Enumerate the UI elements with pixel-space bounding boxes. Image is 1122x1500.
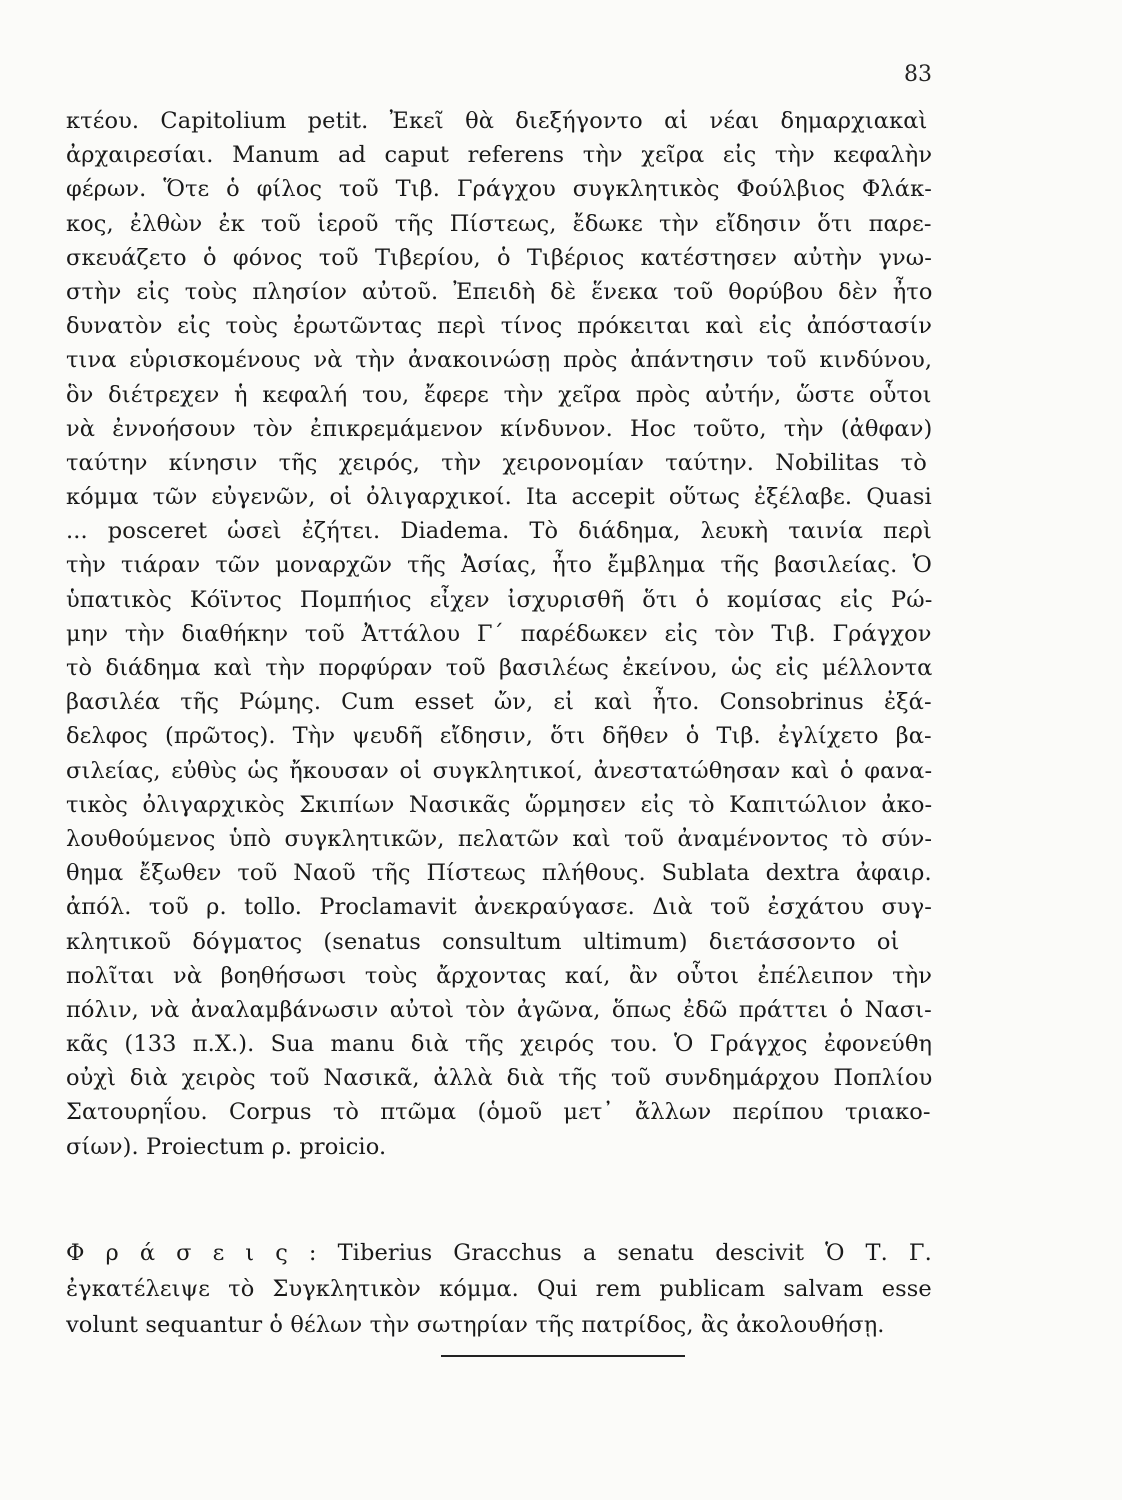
- text-line: τὸ διάδημα καὶ τὴν πορφύραν τοῦ βασιλέως ἐκείνου, ὡς εἰς μέλλοντα: [66, 655, 932, 681]
- text-line: οὐχὶ διὰ χειρὸς τοῦ Νασικᾶ, ἀλλὰ διὰ τῆς τοῦ συνδημάρχου Ποπλίου: [66, 1065, 932, 1092]
- text-line: πολῖται νὰ βοηθήσωσι τοὺς ἄρχοντας καί, ἂν οὗτοι ἐπέλειπον τὴν: [66, 962, 932, 989]
- text-line: κλητικοῦ δόγματος (senatus consultum ultimum) διετάσσοντο οἱ: [66, 928, 900, 955]
- text-line: τικὸς ὀλιγαρχικὸς Σκιπίων Νασικᾶς ὥρμησεν εἰς τὸ Καπιτώλιον ἀκο-: [66, 791, 932, 818]
- text-line: ... posceret ὡσεὶ ἐζήτει. Diadema. Τὸ διάδημα, λευκὴ ταινία περὶ: [66, 518, 932, 545]
- text-line: λουθούμενος ὑπὸ συγκλητικῶν, πελατῶν καὶ τοῦ ἀναμένοντος τὸ σύν-: [66, 825, 932, 852]
- text-line: πόλιν, νὰ ἀναλαμβάνωσιν αὐτοὶ τὸν ἀγῶνα, ὅπως ἐδῶ πράττει ὁ Νασι-: [66, 996, 932, 1023]
- text-line: δυνατὸν εἰς τοὺς ἐρωτῶντας περὶ τίνος πρόκειται καὶ εἰς ἀπόστασίν: [66, 313, 932, 340]
- text-line: τὴν τιάραν τῶν μοναρχῶν τῆς Ἀσίας, ἦτο ἔμβλημα τῆς βασιλείας. Ὁ: [66, 552, 932, 579]
- text-line: Σατουρηΐου. Corpus τὸ πτῶμα (ὁμοῦ μετ᾽ ἄλλων περίπου τριακο-: [66, 1099, 931, 1126]
- text-line: Φ ρ ά σ ε ι ς : Tiberius Gracchus a senatu descivit Ὁ Τ. Γ.: [66, 1240, 932, 1266]
- phrases-section: [66, 1235, 932, 1343]
- text-line: ὃν διέτρεχεν ἡ κεφαλή του, ἔφερε τὴν χεῖρα πρὸς αὐτήν, ὥστε οὗτοι: [66, 381, 932, 408]
- text-line: ὑπατικὸς Κόϊντος Πομπήιος εἶχεν ἰσχυρισθῆ ὅτι ὁ κομίσας εἰς Ρώ-: [66, 586, 932, 613]
- text-line: ἀπόλ. τοῦ ρ. tollo. Proclamavit ἀνεκραύγασε. Διὰ τοῦ ἐσχάτου συγ-: [66, 894, 932, 921]
- text-line: θημα ἔξωθεν τοῦ Ναοῦ τῆς Πίστεως πλήθους. Sublata dextra ἀφαιρ.: [66, 860, 932, 887]
- text-line: φέρων. Ὅτε ὁ φίλος τοῦ Τιβ. Γράγχου συγκλητικὸς Φούλβιος Φλάκ-: [66, 176, 932, 203]
- text-line: κᾶς (133 π.Χ.). Sua manu διὰ τῆς χειρός του. Ὁ Γράγχος ἐφονεύθη: [66, 1031, 932, 1058]
- text-line: ἀρχαιρεσίαι. Manum ad caput referens τὴν χεῖρα εἰς τὴν κεφαλὴν: [66, 142, 932, 169]
- text-line: σίων). Proiectum ρ. proicio.: [66, 1133, 387, 1160]
- text-line: ταύτην κίνησιν τῆς χειρός, τὴν χειρονομίαν ταύτην. Nobilitas τὸ: [66, 449, 927, 476]
- text-line: μην τὴν διαθήκην τοῦ Ἀττάλου Γ´ παρέδωκεν εἰς τὸν Τιβ. Γράγχον: [66, 620, 932, 647]
- text-line: ἐγκατέλειψε τὸ Συγκλητικὸν κόμμα. Qui rem publicam salvam esse: [66, 1276, 932, 1302]
- text-line: σιλείας, εὐθὺς ὡς ἤκουσαν οἱ συγκλητικοί, ἀνεστατώθησαν καὶ ὁ φανα-: [66, 757, 932, 784]
- text-line: σκευάζετο ὁ φόνος τοῦ Τιβερίου, ὁ Τιβέριος κατέστησεν αὐτὴν γνω-: [66, 244, 932, 271]
- section-divider-rule: [441, 1355, 685, 1357]
- text-line: κόμμα τῶν εὐγενῶν, οἱ ὀλιγαρχικοί. Ita accepit οὕτως ἐξέλαβε. Quasi: [66, 484, 932, 511]
- text-line: βασιλέα τῆς Ρώμης. Cum esset ὤν, εἰ καὶ ἦτο. Consobrinus ἐξά-: [66, 689, 932, 716]
- text-line: δελφος (πρῶτος). Τὴν ψευδῆ εἴδησιν, ὅτι δῆθεν ὁ Τιβ. ἐγλίχετο βα-: [66, 723, 932, 750]
- text-line: κτέου. Capitolium petit. Ἐκεῖ θὰ διεξήγοντο αἱ νέαι δημαρχιακαὶ: [66, 108, 928, 134]
- text-line: νὰ ἐννοήσουν τὸν ἐπικρεμάμενον κίνδυνον. Hoc τοῦτο, τὴν (ἀθφαν): [66, 415, 932, 442]
- text-line: volunt sequantur ὁ θέλων τὴν σωτηρίαν τῆς πατρίδος, ἂς ἀκολουθήσῃ.: [66, 1312, 885, 1338]
- page-number: 83: [904, 62, 932, 87]
- text-line: τινα εὑρισκομένους νὰ τὴν ἀνακοινώσῃ πρὸς ἀπάντησιν τοῦ κινδύνου,: [66, 347, 932, 374]
- text-line: στὴν εἰς τοὺς πλησίον αὐτοῦ. Ἐπειδὴ δὲ ἕνεκα τοῦ θορύβου δὲν ἦτο: [66, 278, 932, 305]
- commentary-text: [66, 104, 932, 1164]
- text-line: κος, ἐλθὼν ἐκ τοῦ ἱεροῦ τῆς Πίστεως, ἔδωκε τὴν εἴδησιν ὅτι παρε-: [66, 210, 932, 237]
